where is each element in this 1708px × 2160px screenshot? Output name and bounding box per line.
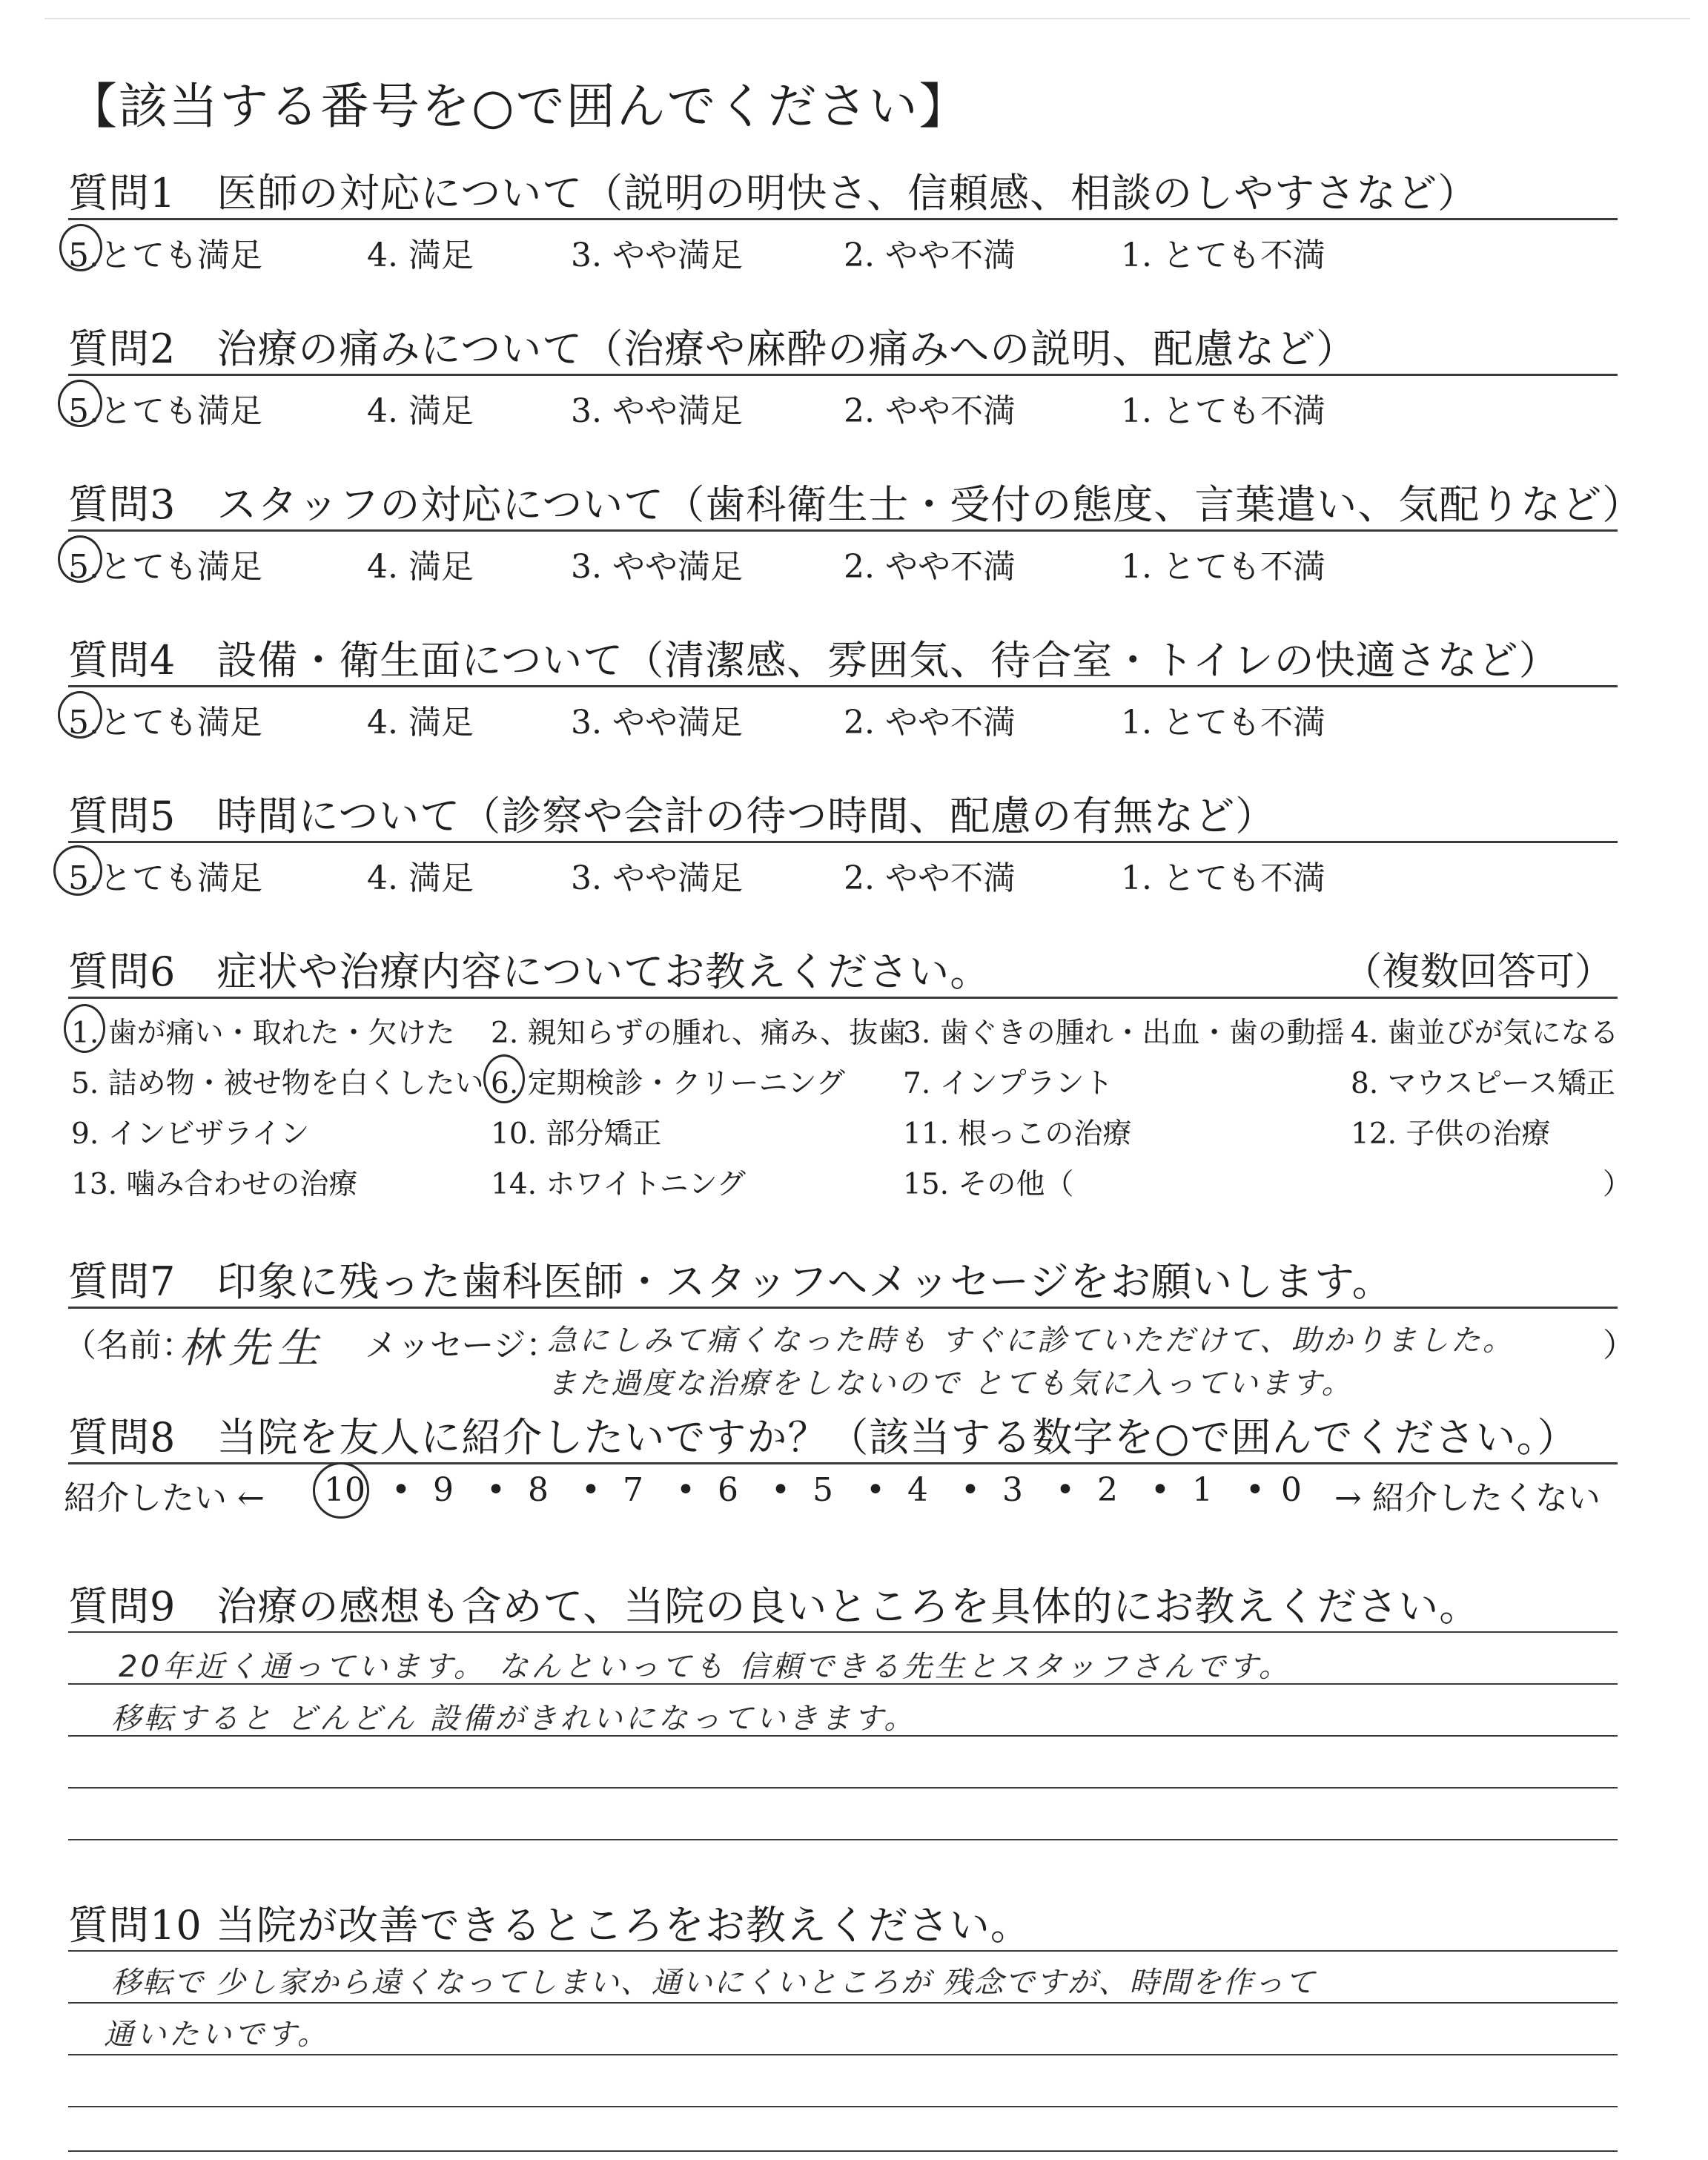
q5-selected-circle [53, 845, 102, 896]
q6-option-8[interactable]: 8. マウスピース矯正 [1351, 1067, 1615, 1100]
q5-option-5[interactable]: 5.とても満足 [68, 859, 262, 897]
q7-message-line-2: また過度な治療をしないので とても気に入っています。 [547, 1367, 1354, 1401]
q8-score-0[interactable]: 0 [1281, 1471, 1302, 1509]
q10-answer-line-2-text: 通いたいです。 [104, 2018, 330, 2052]
q1-selected-circle [59, 224, 102, 271]
question-5-title: 質問5 時間について（診察や会計の待つ時間、配慮の有無など） [68, 793, 1277, 839]
question-4-rule [68, 685, 1618, 687]
q8-score-4[interactable]: 4 [907, 1471, 928, 1509]
question-7-title: 質問7 印象に残った歯科医師・スタッフへメッセージをお願いします。 [68, 1258, 1393, 1305]
q10-answer-line-5 [68, 2150, 1618, 2152]
q8-left-label: 紹介したい ← [64, 1479, 265, 1517]
q10-answer-line-2 [68, 2002, 1618, 2004]
q2-option-2[interactable]: 2. やや不満 [844, 392, 1016, 430]
q8-dot: • [676, 1471, 695, 1509]
q8-right-label: → 紹介したくない [1334, 1479, 1601, 1517]
q6-selected-circle-6 [483, 1054, 525, 1103]
q3-option-1[interactable]: 1. とても不満 [1121, 548, 1325, 586]
q6-option-15[interactable]: 15. その他（ [903, 1168, 1074, 1201]
q1-option-1[interactable]: 1. とても不満 [1121, 237, 1325, 274]
question-2-title: 質問2 治療の痛みについて（治療や麻酔の痛みへの説明、配慮など） [68, 326, 1357, 372]
question-2-rule [68, 374, 1618, 376]
q2-option-4[interactable]: 4. 満足 [367, 392, 474, 430]
q5-option-3[interactable]: 3. やや満足 [571, 859, 743, 897]
q4-option-4[interactable]: 4. 満足 [367, 704, 474, 742]
q8-selected-circle [313, 1462, 369, 1519]
q3-option-4[interactable]: 4. 満足 [367, 548, 474, 586]
q6-option-2[interactable]: 2. 親知らずの腫れ、痛み、抜歯 [491, 1017, 907, 1050]
q6-option-10[interactable]: 10. 部分矯正 [491, 1117, 662, 1151]
q9-answer-line-4 [68, 1787, 1618, 1789]
q8-score-8[interactable]: 8 [528, 1471, 549, 1509]
q7-message-line-1: 急にしみて痛くなった時も すぐに診ていただけて、助かりました。 [547, 1324, 1515, 1358]
q8-score-3[interactable]: 3 [1002, 1471, 1023, 1509]
q10-answer-line-1-text: 移転で 少し家から遠くなってしまい、通いにくいところが 残念ですが、時間を作って [111, 1966, 1317, 2000]
q8-dot: • [866, 1471, 885, 1509]
q6-option-13[interactable]: 13. 噛み合わせの治療 [71, 1168, 358, 1201]
q8-score-9[interactable]: 9 [433, 1471, 454, 1509]
q6-option-5[interactable]: 5. 詰め物・被せ物を白くしたい [71, 1067, 484, 1100]
q9-answer-line-2-text: 移転すると どんどん 設備がきれいになっていきます。 [111, 1702, 917, 1736]
q8-score-7[interactable]: 7 [623, 1471, 643, 1509]
q7-message-label: メッセージ： [365, 1327, 559, 1364]
q1-option-3[interactable]: 3. やや満足 [571, 237, 743, 274]
q8-score-2[interactable]: 2 [1097, 1471, 1118, 1509]
q8-dot: • [581, 1471, 600, 1509]
question-3-rule [68, 529, 1618, 532]
q3-option-2[interactable]: 2. やや不満 [844, 548, 1016, 586]
question-1-title: 質問1 医師の対応について（説明の明快さ、信頼感、相談のしやすさなど） [68, 170, 1479, 217]
q5-option-1[interactable]: 1. とても不満 [1121, 859, 1325, 897]
q6-option-4[interactable]: 4. 歯並びが気になる [1351, 1017, 1619, 1050]
q6-option-6[interactable]: 6. 定期検診・クリーニング [491, 1067, 845, 1100]
q9-answer-line-1 [68, 1631, 1618, 1633]
q4-option-5[interactable]: 5.とても満足 [68, 704, 262, 742]
q7-name-handwritten: 林先生 [179, 1324, 326, 1373]
q8-dot: • [1056, 1471, 1075, 1509]
q4-option-1[interactable]: 1. とても不満 [1121, 704, 1325, 742]
q3-option-3[interactable]: 3. やや満足 [571, 548, 743, 586]
q8-dot: • [771, 1471, 790, 1509]
question-6-rule [68, 997, 1618, 999]
q6-option-11[interactable]: 11. 根っこの治療 [903, 1117, 1132, 1151]
q8-dot: • [961, 1471, 980, 1509]
scan-edge [44, 18, 1690, 19]
q10-answer-line-3 [68, 2054, 1618, 2055]
q4-option-2[interactable]: 2. やや不満 [844, 704, 1016, 742]
q10-answer-line-4 [68, 2106, 1618, 2107]
q6-option-1[interactable]: 1. 歯が痛い・取れた・欠けた [71, 1017, 455, 1050]
q8-score-5[interactable]: 5 [812, 1471, 833, 1509]
question-8-rule [68, 1462, 1618, 1464]
q8-score-6[interactable]: 6 [718, 1471, 738, 1509]
q6-option-9[interactable]: 9. インビザライン [71, 1117, 310, 1151]
question-4-title: 質問4 設備・衛生面について（清潔感、雰囲気、待合室・トイレの快適さなど） [68, 637, 1560, 684]
q8-score-1[interactable]: 1 [1192, 1471, 1213, 1509]
q3-selected-circle [58, 535, 102, 583]
q7-close-paren: ） [1603, 1327, 1635, 1364]
q8-dot: • [1151, 1471, 1170, 1509]
q4-selected-circle [58, 691, 102, 739]
q6-option-7[interactable]: 7. インプラント [903, 1067, 1113, 1100]
q5-option-4[interactable]: 4. 満足 [367, 859, 474, 897]
q1-option-4[interactable]: 4. 満足 [367, 237, 474, 274]
q2-option-3[interactable]: 3. やや満足 [571, 392, 743, 430]
q6-selected-circle-1 [64, 1004, 105, 1053]
q4-option-3[interactable]: 3. やや満足 [571, 704, 743, 742]
question-5-rule [68, 841, 1618, 843]
question-1-rule [68, 218, 1618, 220]
question-8-title: 質問8 当院を友人に紹介したいですか？（該当する数字を○で囲んでください。） [68, 1414, 1578, 1461]
q3-option-5[interactable]: 5.とても満足 [68, 548, 262, 586]
q1-option-5[interactable]: 5.とても満足 [68, 237, 262, 274]
q8-dot: • [391, 1471, 411, 1509]
question-6-note: （複数回答可） [1343, 950, 1614, 994]
q6-option-14[interactable]: 14. ホワイトニング [491, 1168, 746, 1201]
q1-option-2[interactable]: 2. やや不満 [844, 237, 1016, 274]
q8-dot: • [1245, 1471, 1265, 1509]
q6-other-close-paren: ） [1603, 1168, 1632, 1201]
q8-score-10[interactable]: 10 [324, 1471, 365, 1509]
q5-option-2[interactable]: 2. やや不満 [844, 859, 1016, 897]
page-title: 【該当する番号を○で囲んでください】 [68, 78, 970, 135]
q9-answer-line-5 [68, 1839, 1618, 1840]
question-6-title: 質問6 症状や治療内容についてお教えください。 [68, 948, 991, 995]
question-3-title: 質問3 スタッフの対応について（歯科衛生士・受付の態度、言葉遣い、気配りなど） [68, 481, 1644, 528]
question-7-rule [68, 1307, 1618, 1309]
q2-option-5[interactable]: 5.とても満足 [68, 392, 262, 430]
q8-dot: • [486, 1471, 506, 1509]
q6-option-3[interactable]: 3. 歯ぐきの腫れ・出血・歯の動揺 [903, 1017, 1345, 1050]
q2-option-1[interactable]: 1. とても不満 [1121, 392, 1325, 430]
q10-answer-line-1 [68, 1950, 1618, 1952]
q9-answer-line-1-text: 20年近く通っています。 なんといっても 信頼できる先生とスタッフさんです。 [119, 1650, 1291, 1684]
question-10-title: 質問10 当院が改善できるところをお教えください。 [68, 1902, 1031, 1949]
q7-name-label: （名前： [64, 1327, 194, 1364]
q6-option-12[interactable]: 12. 子供の治療 [1351, 1117, 1551, 1151]
q2-selected-circle [58, 380, 102, 427]
question-9-title: 質問9 治療の感想も含めて、当院の良いところを具体的にお教えください。 [68, 1583, 1480, 1630]
